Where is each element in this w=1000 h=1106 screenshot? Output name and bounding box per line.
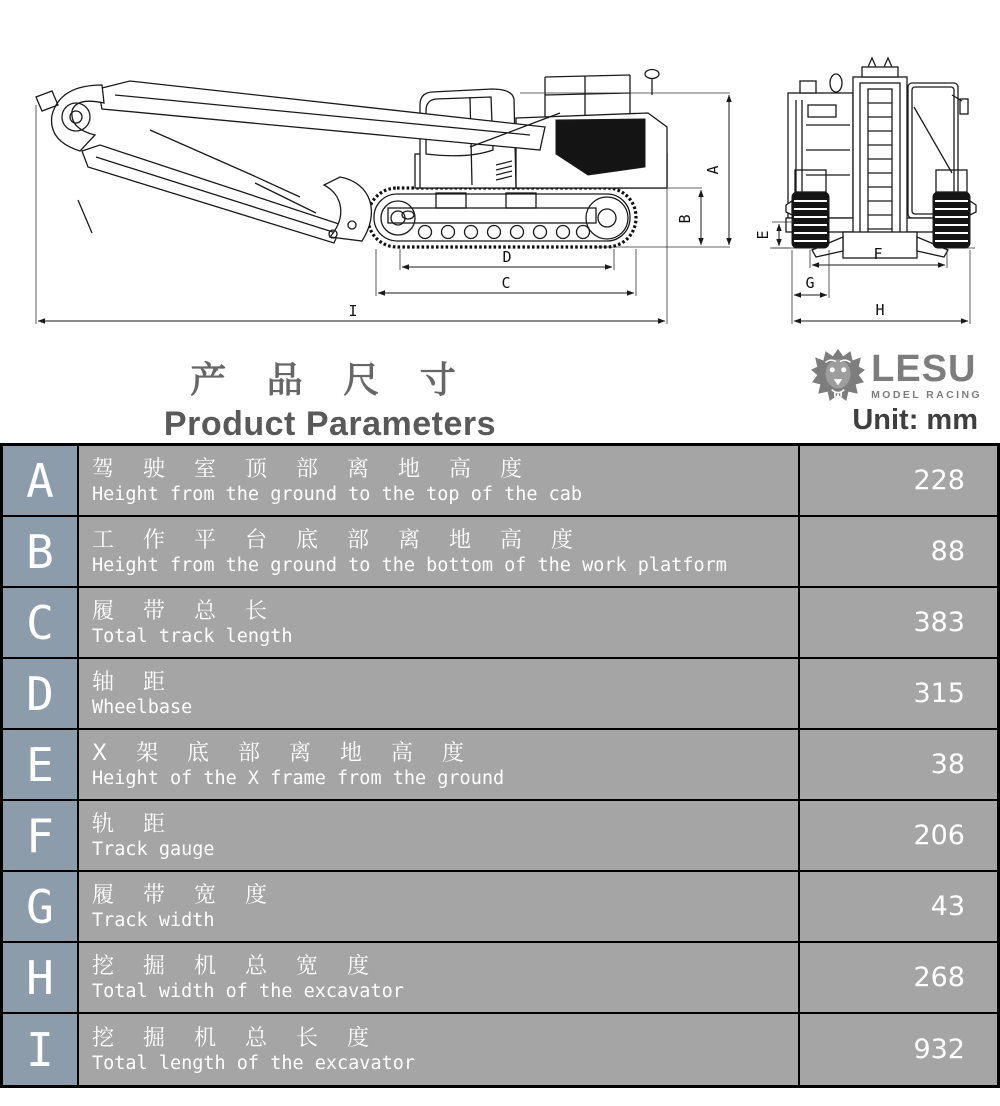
- table-row: [3, 517, 997, 588]
- dim-label-D: D: [502, 248, 512, 266]
- row-value: 383: [798, 588, 997, 657]
- row-description-zh: 履 带 宽 度: [92, 882, 278, 908]
- dim-label-B: B: [676, 214, 694, 224]
- table-row: [3, 872, 997, 943]
- row-letter: B: [3, 517, 79, 586]
- row-description-en: Height from the ground to the top of the cab: [92, 484, 583, 506]
- brand-block: [802, 348, 982, 437]
- table-row: [3, 1014, 997, 1085]
- row-description-zh: 轨 距: [92, 811, 176, 837]
- page-title-zh: 产 品 尺 寸: [190, 360, 470, 401]
- row-description: [79, 872, 798, 941]
- row-value: 932: [798, 1014, 997, 1085]
- page-title-en: Product Parameters: [163, 405, 497, 443]
- table-row: [3, 659, 997, 730]
- row-description: [79, 943, 798, 1012]
- row-letter: A: [3, 446, 79, 515]
- row-value: 206: [798, 801, 997, 870]
- brand-subtitle: MODEL RACING: [871, 389, 982, 402]
- row-letter: H: [3, 943, 79, 1012]
- row-description-zh: 挖 掘 机 总 宽 度: [92, 953, 380, 979]
- row-description-en: Wheelbase: [92, 697, 193, 719]
- dim-label-E: E: [754, 230, 772, 240]
- row-letter: I: [3, 1014, 79, 1085]
- row-description-zh: 履 带 总 长: [92, 598, 278, 624]
- row-value: 315: [798, 659, 997, 728]
- row-value: 228: [798, 446, 997, 515]
- row-value: 88: [798, 517, 997, 586]
- row-description-en: Total track length: [92, 626, 293, 648]
- side-view: [36, 70, 730, 325]
- dim-label-A: A: [704, 165, 722, 175]
- table-row: [3, 801, 997, 872]
- row-letter: D: [3, 659, 79, 728]
- title-block: [115, 352, 545, 444]
- row-letter: F: [3, 801, 79, 870]
- row-description: [79, 517, 798, 586]
- table-row: [3, 588, 997, 659]
- front-view: [754, 58, 976, 324]
- dim-label-H: H: [875, 301, 885, 319]
- dim-label-F: F: [873, 245, 883, 263]
- dim-label-I: I: [348, 302, 358, 320]
- table-row: [3, 730, 997, 801]
- table-row: [3, 446, 997, 517]
- row-description: [79, 801, 798, 870]
- row-letter: C: [3, 588, 79, 657]
- lesu-lion-logo-icon: [811, 348, 865, 402]
- row-description: [79, 659, 798, 728]
- row-letter: E: [3, 730, 79, 799]
- parameters-table: [0, 443, 1000, 1088]
- row-description: [79, 1014, 798, 1085]
- row-description-en: Total width of the excavator: [92, 981, 404, 1003]
- row-description: [79, 730, 798, 799]
- row-value: 43: [798, 872, 997, 941]
- row-description-zh: 轴 距: [92, 669, 176, 695]
- excavator-technical-drawing: [0, 55, 1000, 355]
- row-description: [79, 588, 798, 657]
- row-description-en: Track gauge: [92, 839, 215, 861]
- dim-label-C: C: [501, 274, 511, 292]
- row-value: 38: [798, 730, 997, 799]
- row-letter: G: [3, 872, 79, 941]
- row-value: 268: [798, 943, 997, 1012]
- row-description-zh: 挖 掘 机 总 长 度: [92, 1025, 380, 1051]
- row-description-en: Height of the X frame from the ground: [92, 768, 505, 790]
- unit-label: Unit: mm: [852, 404, 978, 436]
- table-row: [3, 943, 997, 1014]
- brand-name: LESU: [871, 348, 977, 390]
- row-description-en: Total length of the excavator: [92, 1053, 416, 1075]
- dim-label-G: G: [805, 274, 815, 292]
- row-description-zh: X 架 底 部 离 地 高 度: [92, 740, 476, 766]
- row-description-zh: 驾 驶 室 顶 部 离 地 高 度: [92, 456, 533, 482]
- row-description-zh: 工 作 平 台 底 部 离 地 高 度: [92, 527, 584, 553]
- row-description-en: Height from the ground to the bottom of the work platform: [92, 555, 727, 577]
- row-description: [79, 446, 798, 515]
- row-description-en: Track width: [92, 910, 215, 932]
